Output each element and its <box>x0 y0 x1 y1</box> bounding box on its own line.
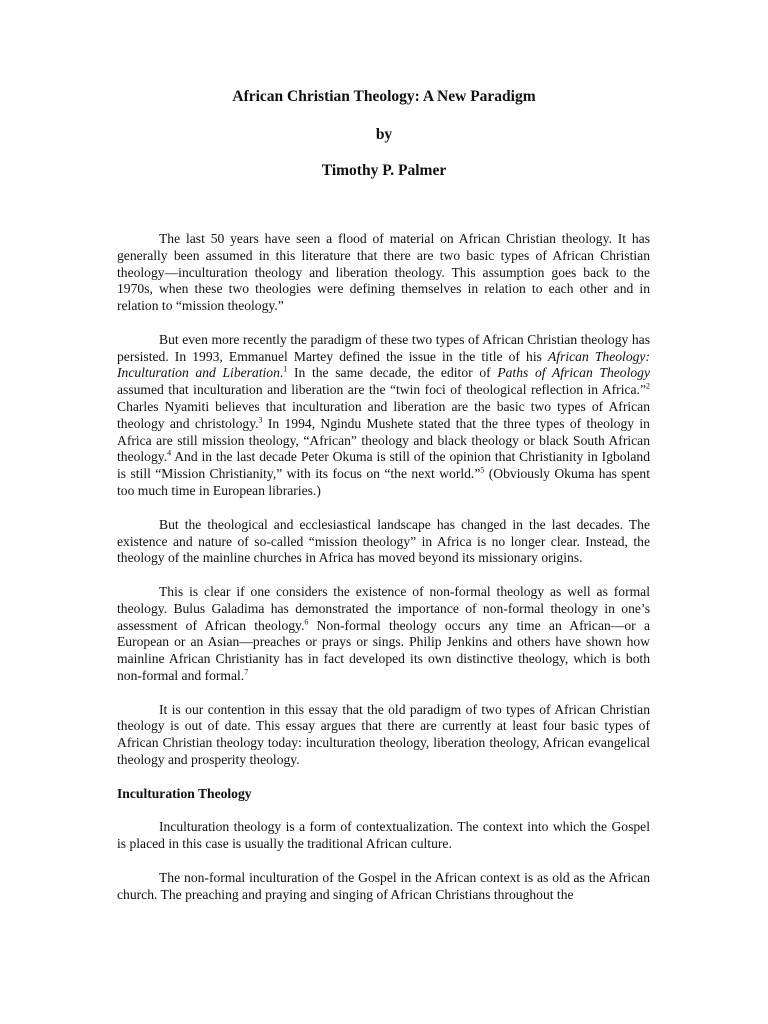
footnote-ref-2: 2 <box>646 381 650 391</box>
document-body <box>117 231 650 904</box>
paragraph-4 <box>117 584 650 685</box>
paragraph-7: The non-formal inculturation of the Gospel in the African context is as old as the African church. The preaching and praying and singing of African Christians throughout the <box>117 869 650 902</box>
footnote-ref-5: 5 <box>480 465 485 475</box>
paragraph-4-text-a: This is clear if one considers the existence of non-formal theology as well as formal theology. Bulus Galadima has demonstrated the importance of non-formal theology in one’s assessment of African theology. <box>117 584 650 633</box>
paragraph-2-text-f: assumed that inculturation and liberation are the “twin foci of theological reflection in Africa.” <box>117 382 646 398</box>
footnote-ref-4: 4 <box>167 448 172 458</box>
document-title: African Christian Theology: A New Paradigm <box>232 88 536 105</box>
paragraph-3: But the theological and ecclesiastical landscape has changed in the last decades. The existence and nature of so-called “mission theology” in Africa is no longer clear. Instead, the theology of the mainline churches in Africa has moved beyond its missionary origins. <box>117 516 650 566</box>
footnote-ref-6: 6 <box>304 617 309 627</box>
author-name: Timothy P. Palmer <box>321 162 447 179</box>
book-title-paths: Paths of African Theology <box>497 365 651 381</box>
paragraph-2 <box>117 332 650 500</box>
footnote-ref-1: 1 <box>283 364 288 374</box>
paragraph-5: It is our contention in this essay that the old paradigm of two types of African Christian theology is out of date. This essay argues that there are currently at least four basic types of African Christian theology today: inculturation theology, liberation theology, African evangelical theology and prosperity theology. <box>117 701 650 768</box>
paragraph-4-text-b: Non-formal theology occurs any time an African—or a European or an Asian—preaches or prays or sings. Philip Jenkins and others have shown how mainline African Christianity has in fact developed its own distinctive theology, which is both non-formal and formal. <box>117 617 650 683</box>
footnote-ref-3: 3 <box>258 415 263 425</box>
paragraph-2-text-j: (Obviously Okuma has spent too much time in European libraries.) <box>117 466 650 499</box>
paragraph-6: Inculturation theology is a form of contextualization. The context into which the Gospel is placed in this case is usually the traditional African culture. <box>117 819 650 852</box>
byline-by: by <box>375 126 393 143</box>
paragraph-2-text-a: But even more recently the paradigm of these two types of African Christian theology has persisted. In 1993, Emmanuel Martey defined the issue in the title of his <box>117 331 650 364</box>
paragraph-2-text-g: Charles Nyamiti believes that inculturation and liberation are the basic two types of African theology and christology. <box>117 399 650 431</box>
footnote-ref-7: 7 <box>244 667 249 677</box>
paragraph-2-text-i: And in the last decade Peter Okuma is still of the opinion that Christianity in Igboland is still “Mission Christianity,” with its focus on “the next world.” <box>117 449 650 482</box>
section-heading: Inculturation Theology <box>117 785 252 801</box>
paragraph-1: The last 50 years have seen a flood of material on African Christian theology. It has generally been assumed in this literature that there are two basic types of African Christian theology—inculturation theology and liberation theology. This assumption goes back to the 1970s, when these two theologies were defining themselves in relation to each other and in relation to “mission theology.” <box>117 231 650 314</box>
paragraph-2-text-c: . <box>279 365 284 381</box>
paragraph-2-text-h: In 1994, Ngindu Mushete stated that the three types of theology in Africa are still mission theology, “African” theology and black theology or black South African theology. <box>117 415 650 465</box>
book-title-african-theology: African Theology: Inculturation and Liberation <box>117 348 650 381</box>
paragraph-2-text-d: In the same decade, the editor of <box>287 365 498 381</box>
